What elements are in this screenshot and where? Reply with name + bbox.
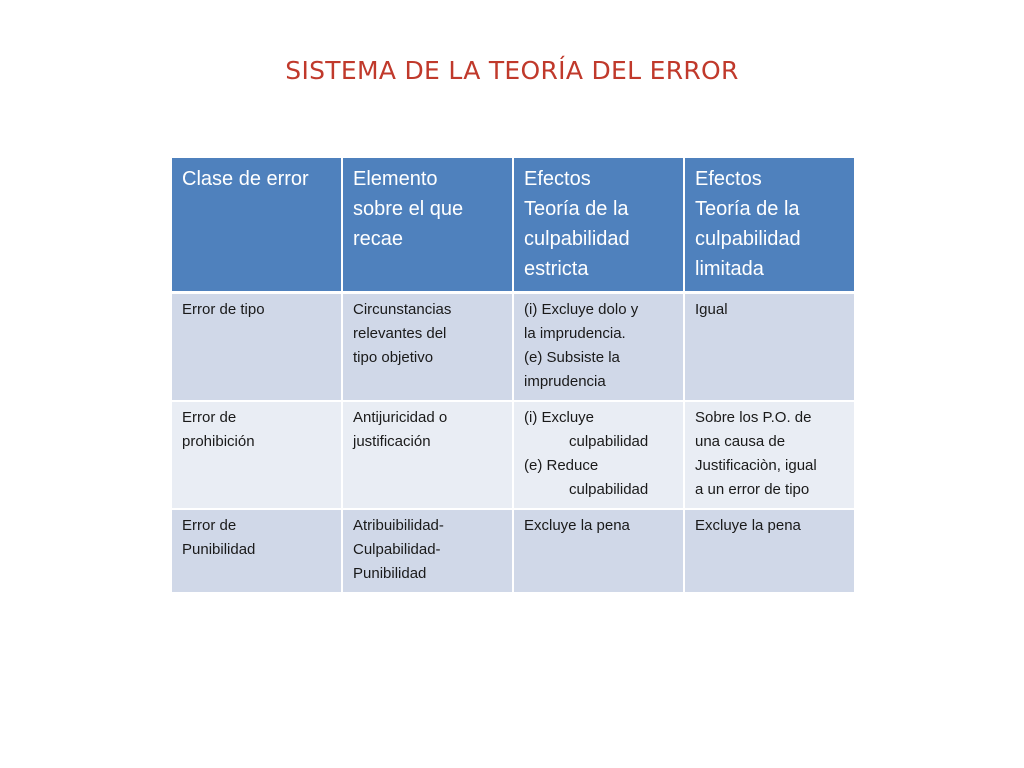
cell-text-line: Circunstancias bbox=[353, 301, 452, 318]
table-cell bbox=[342, 509, 513, 593]
cell-text-line: a un error de tipo bbox=[695, 481, 810, 498]
cell-text-line: relevantes del bbox=[353, 325, 447, 342]
header-elemento bbox=[342, 157, 513, 293]
table-cell bbox=[342, 401, 513, 509]
header-text-line: Teoría de la bbox=[695, 198, 800, 220]
header-efectos-estricta bbox=[513, 157, 684, 293]
cell-text-line: tipo objetivo bbox=[353, 349, 434, 366]
cell-text-line: (i) Excluye dolo y bbox=[524, 301, 639, 318]
cell-text-line: Excluye la pena bbox=[524, 517, 630, 534]
header-text-line: sobre el que bbox=[353, 198, 464, 220]
cell-text-line: Justificaciòn, igual bbox=[695, 457, 817, 474]
table-cell bbox=[171, 509, 342, 593]
header-text-line: estricta bbox=[524, 258, 589, 280]
cell-text-line: Error de tipo bbox=[182, 301, 265, 318]
cell-text-line: imprudencia bbox=[524, 373, 606, 390]
cell-text-line: (i) Excluye bbox=[524, 409, 595, 426]
cell-text-line: Atribuibilidad- bbox=[353, 517, 444, 534]
cell-text-line: (e) Reduce bbox=[524, 457, 599, 474]
table-cell bbox=[513, 401, 684, 509]
header-text-line: Efectos bbox=[524, 168, 591, 190]
table-cell bbox=[684, 509, 855, 593]
cell-text-line: Culpabilidad- bbox=[353, 541, 441, 558]
table-row-error-de-punibilidad bbox=[171, 509, 855, 593]
cell-text-line: culpabilidad bbox=[569, 481, 649, 498]
header-efectos-limitada bbox=[684, 157, 855, 293]
cell-text-line: la imprudencia. bbox=[524, 325, 626, 342]
cell-text-line: Sobre los P.O. de bbox=[695, 409, 812, 426]
error-theory-table bbox=[170, 156, 856, 594]
cell-text-line: Punibilidad bbox=[353, 565, 427, 582]
header-text-line: Clase de error bbox=[182, 168, 309, 190]
cell-text-line: Igual bbox=[695, 301, 728, 318]
header-text-line: Efectos bbox=[695, 168, 762, 190]
cell-text-line: una causa de bbox=[695, 433, 786, 450]
table-cell bbox=[342, 293, 513, 402]
table-row-error-de-tipo bbox=[171, 293, 855, 402]
slide-title: SISTEMA DE LA TEORÍA DEL ERROR bbox=[285, 56, 739, 85]
header-text-line: culpabilidad bbox=[524, 228, 630, 250]
header-text-line: Teoría de la bbox=[524, 198, 629, 220]
table-cell bbox=[171, 293, 342, 402]
cell-text-line: (e) Subsiste la bbox=[524, 349, 620, 366]
table-cell bbox=[513, 293, 684, 402]
header-text-line: limitada bbox=[695, 258, 764, 280]
table-cell bbox=[684, 293, 855, 402]
header-text-line: culpabilidad bbox=[695, 228, 801, 250]
cell-text-line: Error de bbox=[182, 409, 237, 426]
table-header-row bbox=[171, 157, 855, 293]
header-clase-de-error bbox=[171, 157, 342, 293]
cell-text-line: Error de bbox=[182, 517, 237, 534]
header-text-line: Elemento bbox=[353, 168, 438, 190]
cell-text-line: justificación bbox=[353, 433, 431, 450]
header-text-line: recae bbox=[353, 228, 404, 250]
cell-text-line: prohibición bbox=[182, 433, 255, 450]
cell-text-line: Excluye la pena bbox=[695, 517, 801, 534]
table-cell bbox=[513, 509, 684, 593]
table-row-error-de-prohibicion bbox=[171, 401, 855, 509]
cell-text-line: Antijuricidad o bbox=[353, 409, 448, 426]
table-cell bbox=[171, 401, 342, 509]
cell-text-line: Punibilidad bbox=[182, 541, 256, 558]
table-cell bbox=[684, 401, 855, 509]
cell-text-line: culpabilidad bbox=[569, 433, 649, 450]
